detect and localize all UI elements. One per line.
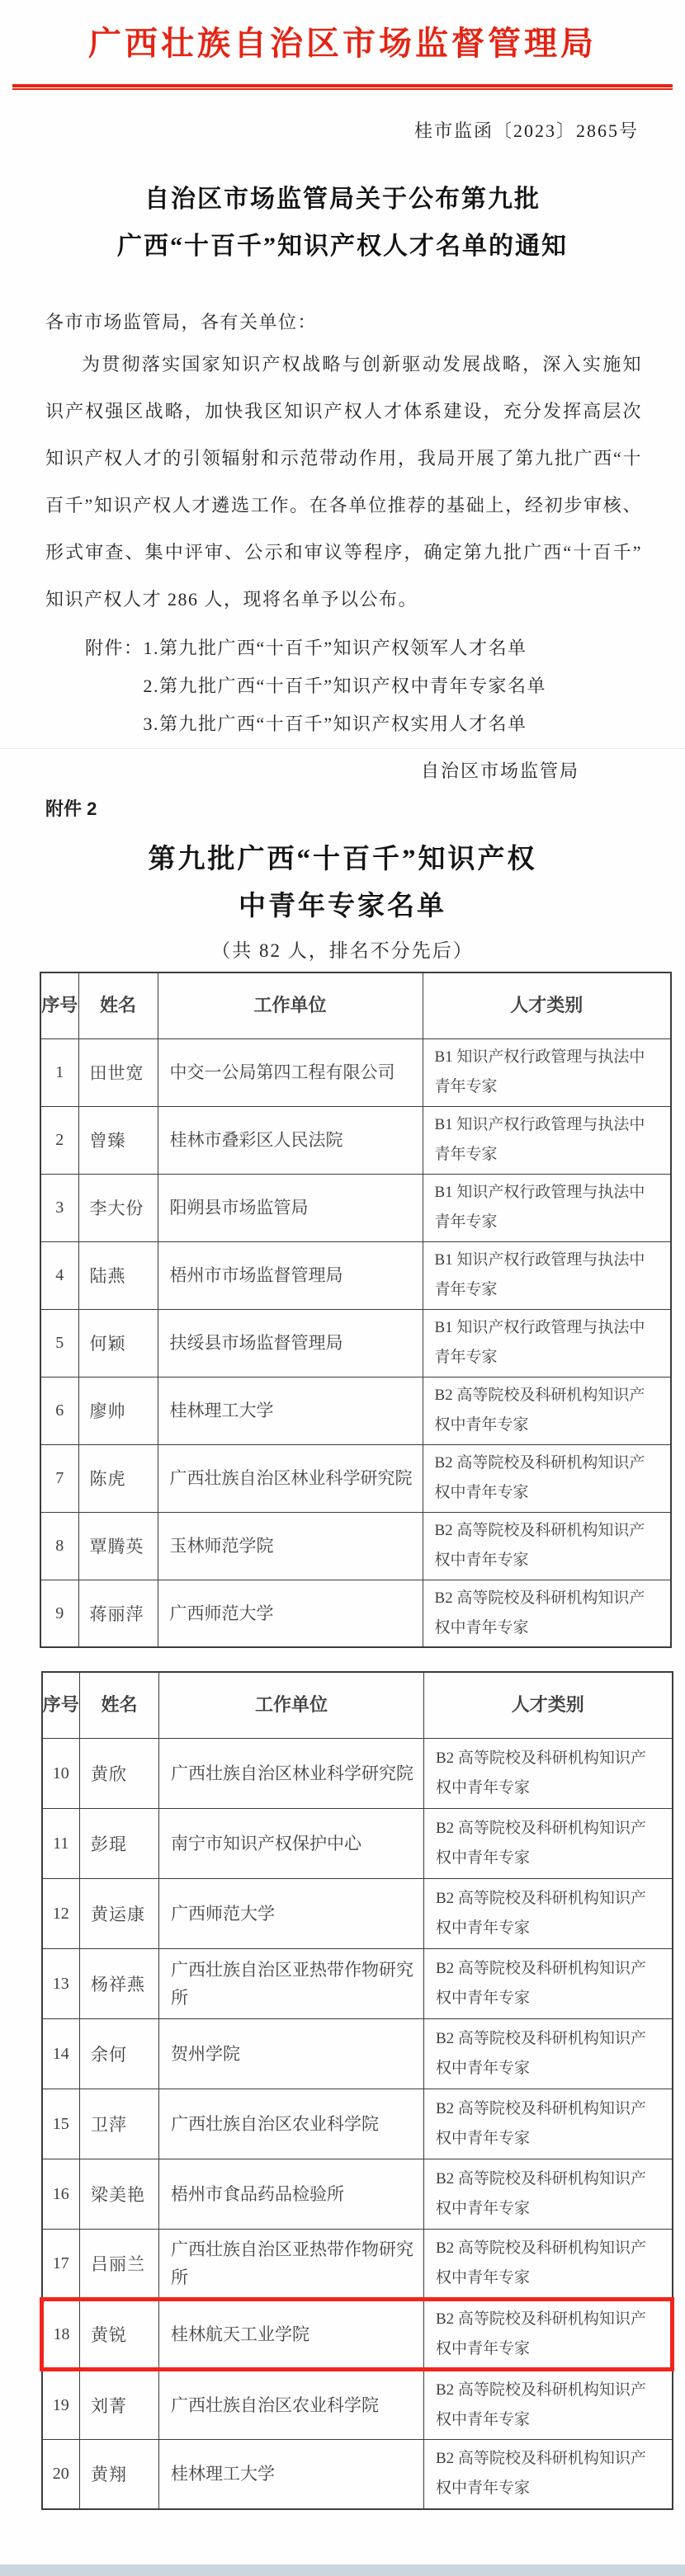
row-unit: 中交一公局第四工程有限公司	[158, 1038, 423, 1106]
row-unit: 广西壮族自治区农业科学院	[159, 2369, 424, 2439]
attachment-item-text: 1.第九批广西“十百千”知识产权领军人才名单	[143, 638, 527, 658]
row-category: B2 高等院校及科研机构知识产权中青年专家	[424, 2369, 673, 2439]
row-category: B2 高等院校及科研机构知识产权中青年专家	[423, 1444, 671, 1512]
row-number: 12	[42, 1878, 80, 1948]
row-number: 7	[40, 1444, 78, 1512]
row-unit: 广西壮族自治区亚热带作物研究所	[159, 2229, 424, 2299]
row-number: 4	[40, 1241, 78, 1309]
header-name: 姓名	[78, 972, 158, 1038]
header-unit: 工作单位	[159, 1672, 424, 1738]
annex-title-line2: 中青年专家名单	[239, 892, 446, 921]
row-number: 19	[42, 2369, 80, 2439]
row-name: 吕丽兰	[80, 2229, 159, 2299]
table-row	[42, 1878, 673, 1948]
notice-title	[0, 176, 685, 270]
row-name: 彭琨	[80, 1808, 159, 1878]
org-header: 广西壮族自治区市场监督管理局	[88, 25, 597, 62]
salutation: 各市市场监管局，各有关单位：	[45, 312, 318, 332]
row-unit: 广西壮族自治区亚热带作物研究所	[159, 1948, 424, 2018]
attachments-block	[85, 629, 642, 743]
row-unit: 广西师范大学	[158, 1580, 423, 1647]
row-name: 田世宽	[78, 1038, 158, 1106]
row-number: 11	[42, 1808, 80, 1878]
row-category: B1 知识产权行政管理与执法中青年专家	[423, 1106, 671, 1174]
table-row	[42, 2439, 673, 2509]
row-category: B1 知识产权行政管理与执法中青年专家	[423, 1309, 671, 1377]
row-number: 16	[42, 2159, 80, 2229]
row-name: 黄运康	[80, 1878, 159, 1948]
attachment-item	[144, 705, 642, 743]
row-number: 8	[40, 1512, 78, 1580]
attachment-item-text: 2.第九批广西“十百千”知识产权中青年专家名单	[143, 676, 547, 696]
page-bottom-strip	[0, 2564, 685, 2576]
row-unit: 桂林航天工业学院	[159, 2299, 424, 2369]
row-name: 李大份	[78, 1174, 158, 1241]
row-category: B1 知识产权行政管理与执法中青年专家	[423, 1038, 671, 1106]
row-name: 陈虎	[78, 1444, 158, 1512]
row-unit: 广西壮族自治区林业科学研究院	[159, 1738, 424, 1808]
row-category: B1 知识产权行政管理与执法中青年专家	[423, 1241, 671, 1309]
table-row	[42, 2159, 673, 2229]
table-row	[40, 1174, 671, 1241]
row-name: 廖帅	[78, 1377, 158, 1444]
row-name: 黄翔	[80, 2439, 159, 2509]
row-number: 2	[40, 1106, 78, 1174]
body-paragraph: 为贯彻落实国家知识产权战略与创新驱动发展战略，深入实施知识产权强区战略，加快我区知识产权人才体系建设，充分发挥高层次知识产权人才的引领辐射和示范带动作用，我局开展了第九批广西“十百千”知识产权人才遴选工作。在各单位推荐的基础上，经初步审核、形式审查、集中评审、公示和审议等程序，确定第九批广西“十百千”知识产权人才 286 人，现将名单予以公布。	[45, 354, 642, 610]
table-row	[40, 1444, 671, 1512]
table-row	[40, 1309, 671, 1377]
annex-title-line1: 第九批广西“十百千”知识产权	[148, 845, 537, 874]
row-unit: 南宁市知识产权保护中心	[159, 1808, 424, 1878]
row-number: 18	[42, 2299, 80, 2369]
row-name: 何颖	[78, 1309, 158, 1377]
row-name: 杨祥燕	[80, 1948, 159, 2018]
row-unit: 广西壮族自治区农业科学院	[159, 2089, 424, 2159]
table-row	[42, 2229, 673, 2299]
table-row	[40, 1512, 671, 1580]
table-row	[40, 1580, 671, 1647]
table-row	[40, 1377, 671, 1444]
letterhead-divider	[12, 84, 673, 90]
table-row	[42, 1808, 673, 1878]
header-no: 序号	[42, 1672, 80, 1738]
row-number: 10	[42, 1738, 80, 1808]
row-category: B2 高等院校及科研机构知识产权中青年专家	[424, 1878, 673, 1948]
header-unit: 工作单位	[158, 972, 423, 1038]
notice-title-line1: 自治区市场监管局关于公布第九批	[144, 186, 541, 213]
attachments-list	[144, 629, 642, 743]
row-name: 梁美艳	[80, 2159, 159, 2229]
notice-title-line2: 广西“十百千”知识产权人才名单的通知	[117, 233, 568, 260]
row-name: 黄欣	[80, 1738, 159, 1808]
row-category: B2 高等院校及科研机构知识产权中青年专家	[424, 2439, 673, 2509]
row-unit: 阳朔县市场监管局	[158, 1174, 423, 1241]
row-category: B2 高等院校及科研机构知识产权中青年专家	[424, 2089, 673, 2159]
row-number: 5	[40, 1309, 78, 1377]
header-no: 序号	[40, 972, 78, 1038]
row-unit: 桂林理工大学	[159, 2439, 424, 2509]
row-name: 黄锐	[80, 2299, 159, 2369]
row-category: B2 高等院校及科研机构知识产权中青年专家	[424, 1948, 673, 2018]
annex-title	[0, 836, 685, 930]
page-break-line-1	[0, 748, 685, 749]
attachment-item	[144, 629, 642, 667]
row-category: B2 高等院校及科研机构知识产权中青年专家	[424, 2229, 673, 2299]
roster-table-header	[40, 972, 671, 1038]
row-number: 20	[42, 2439, 80, 2509]
row-number: 17	[42, 2229, 80, 2299]
table-row	[42, 1948, 673, 2018]
row-name: 刘菁	[80, 2369, 159, 2439]
row-name: 覃腾英	[78, 1512, 158, 1580]
roster-table-header-2	[42, 1672, 673, 1738]
row-unit: 梧州市市场监督管理局	[158, 1241, 423, 1309]
count-note: （共 82 人，排名不分先后）	[211, 940, 474, 961]
signer: 自治区市场监管局	[420, 761, 579, 781]
row-category: B2 高等院校及科研机构知识产权中青年专家	[423, 1580, 671, 1647]
row-category: B1 知识产权行政管理与执法中青年专家	[423, 1174, 671, 1241]
row-unit: 贺州学院	[159, 2018, 424, 2089]
row-number: 15	[42, 2089, 80, 2159]
header-category: 人才类别	[423, 972, 671, 1038]
doc-number: 桂市监函〔2023〕2865号	[413, 120, 639, 141]
row-unit: 扶绥县市场监督管理局	[158, 1309, 423, 1377]
row-unit: 桂林市叠彩区人民法院	[158, 1106, 423, 1174]
header-row	[42, 1672, 673, 1738]
annex-label: 附件 2	[45, 798, 97, 819]
table-row	[40, 1241, 671, 1309]
table-row	[42, 2018, 673, 2089]
row-name: 蒋丽萍	[78, 1580, 158, 1647]
row-name: 卫萍	[80, 2089, 159, 2159]
row-category: B2 高等院校及科研机构知识产权中青年专家	[424, 2018, 673, 2089]
row-category: B2 高等院校及科研机构知识产权中青年专家	[424, 1808, 673, 1878]
row-name: 余何	[80, 2018, 159, 2089]
row-category: B2 高等院校及科研机构知识产权中青年专家	[424, 1738, 673, 1808]
row-category: B2 高等院校及科研机构知识产权中青年专家	[423, 1512, 671, 1580]
table-row	[40, 1106, 671, 1174]
notice-body	[45, 304, 642, 743]
table-row	[42, 1738, 673, 1808]
header-row	[40, 972, 671, 1038]
row-number: 14	[42, 2018, 80, 2089]
row-name: 曾臻	[78, 1106, 158, 1174]
header-category: 人才类别	[424, 1672, 673, 1738]
row-category: B2 高等院校及科研机构知识产权中青年专家	[423, 1377, 671, 1444]
row-unit: 梧州市食品药品检验所	[159, 2159, 424, 2229]
row-category: B2 高等院校及科研机构知识产权中青年专家	[424, 2159, 673, 2229]
row-unit: 桂林理工大学	[158, 1377, 423, 1444]
roster-table-page1	[40, 972, 672, 1648]
row-unit: 玉林师范学院	[158, 1512, 423, 1580]
row-unit: 广西壮族自治区林业科学研究院	[158, 1444, 423, 1512]
header-name: 姓名	[80, 1672, 159, 1738]
attachment-item	[144, 667, 642, 705]
row-number: 3	[40, 1174, 78, 1241]
row-number: 13	[42, 1948, 80, 2018]
row-number: 6	[40, 1377, 78, 1444]
table-row	[40, 1038, 671, 1106]
table-row	[42, 2089, 673, 2159]
row-category: B2 高等院校及科研机构知识产权中青年专家	[424, 2299, 673, 2369]
row-number: 1	[40, 1038, 78, 1106]
attachment-item-text: 3.第九批广西“十百千”知识产权实用人才名单	[143, 713, 527, 734]
row-name: 陆燕	[78, 1241, 158, 1309]
roster-table-page2	[40, 1671, 674, 2510]
table-row	[42, 2299, 673, 2369]
table-row	[42, 2369, 673, 2439]
row-unit: 广西师范大学	[159, 1878, 424, 1948]
attachments-label: 附件：	[85, 638, 144, 658]
row-number: 9	[40, 1580, 78, 1647]
